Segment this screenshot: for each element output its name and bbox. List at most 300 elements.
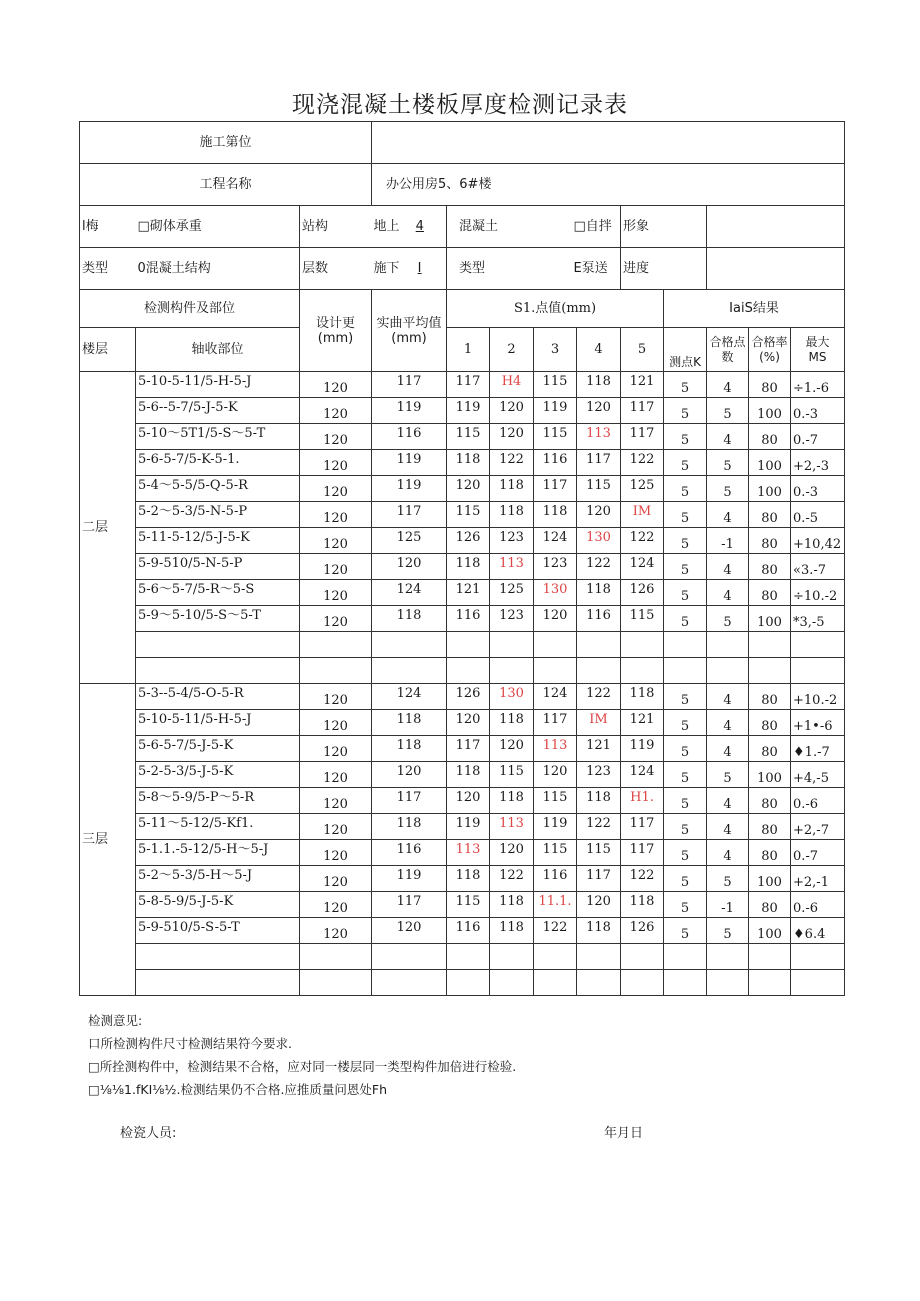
average-value-cell: 118 (372, 736, 447, 762)
measure-count-cell: 5 (664, 814, 707, 840)
design-value-cell: 120 (300, 762, 372, 788)
average-value-cell: 124 (372, 684, 447, 710)
average-value-cell: 116 (372, 840, 447, 866)
component-location-header: 检测构件及部位 (80, 290, 300, 328)
point-1-header: 1 (447, 328, 490, 372)
floor-cell: 三层 (80, 684, 136, 996)
point-value-cell: 123 (577, 762, 621, 788)
table-row (80, 424, 845, 450)
opinion-line-3: □⅛⅛1.fKI⅛½.检测结果仍不合格.应推质量问恩处Fh (88, 1082, 388, 1097)
table-row (80, 528, 845, 554)
point-value-cell: 118 (577, 788, 621, 814)
progress-value-2 (707, 248, 845, 290)
design-value-cell: 120 (300, 736, 372, 762)
design-value-header: 设计更 (mm) (300, 290, 372, 372)
point-value-cell: 118 (577, 918, 621, 944)
average-value-cell: 117 (372, 892, 447, 918)
opinion-line-1: 口所检测构件尺寸检测结果符今要求. (88, 1036, 292, 1051)
design-value-cell: 120 (300, 892, 372, 918)
point-value-cell: 121 (577, 736, 621, 762)
empty-cell (577, 970, 621, 996)
empty-cell (300, 632, 372, 658)
empty-cell (621, 970, 664, 996)
pass-rate-cell: 80 (749, 580, 791, 606)
design-value-cell: 120 (300, 814, 372, 840)
point-value-cell: 122 (621, 450, 664, 476)
pass-count-cell: 5 (707, 476, 749, 502)
point-value-cell: 118 (621, 892, 664, 918)
design-value-cell: 120 (300, 450, 372, 476)
average-value-cell: 125 (372, 528, 447, 554)
point-value-cell: 118 (490, 502, 534, 528)
max-deviation-header: 最大 MS (791, 328, 845, 372)
empty-cell (664, 944, 707, 970)
points-value-header: S1.点值(mm) (447, 290, 664, 328)
pass-rate-cell: 80 (749, 736, 791, 762)
pass-rate-cell: 100 (749, 762, 791, 788)
measure-count-cell: 5 (664, 918, 707, 944)
measure-count-cell: 5 (664, 762, 707, 788)
pass-count-cell: -1 (707, 892, 749, 918)
empty-cell (534, 944, 577, 970)
max-deviation-cell: +4,-5 (791, 762, 845, 788)
point-5-header: 5 (621, 328, 664, 372)
pass-rate-cell: 80 (749, 528, 791, 554)
pass-count-cell: 5 (707, 866, 749, 892)
empty-cell (707, 970, 749, 996)
table-row (80, 684, 845, 710)
table-row (80, 502, 845, 528)
design-value-cell: 120 (300, 710, 372, 736)
point-value-cell: 117 (534, 710, 577, 736)
pass-rate-cell: 80 (749, 372, 791, 398)
point-value-cell: 126 (621, 918, 664, 944)
point-value-cell: IM (577, 710, 621, 736)
pass-rate-cell: 80 (749, 424, 791, 450)
measure-count-cell: 5 (664, 710, 707, 736)
max-deviation-cell: 0.-5 (791, 502, 845, 528)
point-value-cell: 124 (621, 554, 664, 580)
empty-row (80, 658, 845, 684)
project-name-value: 办公用房5、6#楼 (372, 164, 845, 206)
empty-cell (372, 632, 447, 658)
pass-rate-cell: 100 (749, 918, 791, 944)
point-value-cell: 122 (621, 528, 664, 554)
max-deviation-cell: +2,-7 (791, 814, 845, 840)
point-value-cell: 113 (534, 736, 577, 762)
design-value-cell: 120 (300, 502, 372, 528)
floor-cell: 二层 (80, 372, 136, 684)
floors-label-1: 站构 (300, 206, 372, 248)
average-value-header: 实曲平均值 (mm) (372, 290, 447, 372)
point-value-cell: 120 (447, 788, 490, 814)
pass-rate-cell: 80 (749, 892, 791, 918)
point-value-cell: 117 (447, 372, 490, 398)
average-value-cell: 118 (372, 814, 447, 840)
pass-count-cell: 4 (707, 580, 749, 606)
project-name-label: 工程名称 (80, 164, 372, 206)
point-value-cell: 113 (447, 840, 490, 866)
point-value-cell: 119 (447, 814, 490, 840)
max-deviation-cell: ÷1.-6 (791, 372, 845, 398)
empty-cell (577, 944, 621, 970)
point-4-header: 4 (577, 328, 621, 372)
axis-location-cell: 5-9-510/5-N-5-P (136, 554, 300, 580)
max-deviation-cell: 0.-3 (791, 398, 845, 424)
axis-location-cell: 5-6--5-7/5-J-5-K (136, 398, 300, 424)
average-value-cell: 120 (372, 554, 447, 580)
design-value-cell: 120 (300, 476, 372, 502)
empty-cell (621, 632, 664, 658)
point-value-cell: 116 (577, 606, 621, 632)
pass-rate-header: 合格率 (%) (749, 328, 791, 372)
average-value-cell: 119 (372, 476, 447, 502)
pass-points-header: 合格点 数 (707, 328, 749, 372)
point-value-cell: H1. (621, 788, 664, 814)
point-value-cell: 113 (577, 424, 621, 450)
result-header: IaiS结果 (664, 290, 845, 328)
table-row (80, 840, 845, 866)
table-row (80, 398, 845, 424)
axis-location-cell: 5-10～5T1/5-S～5-T (136, 424, 300, 450)
point-value-cell: 115 (621, 606, 664, 632)
empty-cell (300, 658, 372, 684)
max-deviation-cell: ÷10.-2 (791, 580, 845, 606)
point-value-cell: 124 (534, 528, 577, 554)
empty-cell (577, 632, 621, 658)
point-value-cell: 122 (577, 814, 621, 840)
measure-count-cell: 5 (664, 554, 707, 580)
point-value-cell: 115 (490, 762, 534, 788)
design-value-cell: 120 (300, 528, 372, 554)
axis-location-cell: 5-6-5-7/5-J-5-K (136, 736, 300, 762)
opinion-label: 检测意见: (88, 1013, 143, 1028)
measure-count-cell: 5 (664, 528, 707, 554)
measure-count-cell: 5 (664, 736, 707, 762)
measure-count-cell: 5 (664, 398, 707, 424)
point-value-cell: 119 (534, 814, 577, 840)
point-value-cell: 123 (490, 606, 534, 632)
design-value-cell: 120 (300, 788, 372, 814)
option-self-mix: □自拌 (534, 206, 621, 248)
axis-location-cell: 5-1.1.-5-12/5-H～5-J (136, 840, 300, 866)
option-concrete-structure: 0混凝土结构 (136, 248, 300, 290)
measure-count-cell: 5 (664, 866, 707, 892)
point-value-cell: 118 (490, 788, 534, 814)
table-row (80, 866, 845, 892)
point-value-cell: 113 (490, 554, 534, 580)
point-value-cell: 115 (447, 424, 490, 450)
table-row (80, 918, 845, 944)
point-value-cell: 118 (490, 476, 534, 502)
below-ground-floors: 施下 I (372, 248, 447, 290)
empty-cell (664, 970, 707, 996)
empty-cell (749, 658, 791, 684)
point-value-cell: 120 (490, 840, 534, 866)
inspection-table (79, 121, 845, 996)
table-row (80, 710, 845, 736)
point-value-cell: 117 (621, 424, 664, 450)
max-deviation-cell: 0.-3 (791, 476, 845, 502)
point-value-cell: 119 (534, 398, 577, 424)
average-value-cell: 117 (372, 372, 447, 398)
concrete-label: 混凝土 (447, 206, 534, 248)
point-value-cell: IM (621, 502, 664, 528)
average-value-cell: 119 (372, 398, 447, 424)
point-value-cell: 118 (577, 372, 621, 398)
point-value-cell: 130 (534, 580, 577, 606)
average-value-cell: 120 (372, 918, 447, 944)
empty-row (80, 944, 845, 970)
point-value-cell: 117 (621, 398, 664, 424)
pass-rate-cell: 80 (749, 554, 791, 580)
point-value-cell: 120 (577, 398, 621, 424)
pass-rate-cell: 80 (749, 788, 791, 814)
average-value-cell: 118 (372, 710, 447, 736)
point-value-cell: 117 (577, 450, 621, 476)
point-value-cell: 123 (534, 554, 577, 580)
axis-location-cell: 5-10-5-11/5-H-5-J (136, 372, 300, 398)
table-row (80, 736, 845, 762)
empty-cell (372, 944, 447, 970)
max-deviation-cell: +2,-3 (791, 450, 845, 476)
axis-location-cell: 5-10-5-11/5-H-5-J (136, 710, 300, 736)
point-value-cell: 122 (577, 684, 621, 710)
structure-type-label-2: 类型 (80, 248, 136, 290)
table-row (80, 788, 845, 814)
empty-row (80, 970, 845, 996)
design-value-cell: 120 (300, 424, 372, 450)
point-value-cell: 120 (447, 476, 490, 502)
design-value-cell: 120 (300, 372, 372, 398)
design-value-cell: 120 (300, 554, 372, 580)
point-value-cell: 117 (447, 736, 490, 762)
point-value-cell: 118 (577, 580, 621, 606)
page-title: 现浇混凝土楼板厚度检测记录表 (292, 92, 628, 118)
max-deviation-cell: 0.-6 (791, 788, 845, 814)
pass-rate-cell: 100 (749, 866, 791, 892)
measure-count-cell: 5 (664, 892, 707, 918)
max-deviation-cell: +1•-6 (791, 710, 845, 736)
design-value-cell: 120 (300, 606, 372, 632)
point-value-cell: 130 (577, 528, 621, 554)
point-value-cell: H4 (490, 372, 534, 398)
point-value-cell: 117 (534, 476, 577, 502)
design-value-cell: 120 (300, 580, 372, 606)
axis-location-header: 轴收部位 (136, 328, 300, 372)
design-value-cell: 120 (300, 866, 372, 892)
empty-row (80, 632, 845, 658)
empty-cell (707, 632, 749, 658)
design-value-cell: 120 (300, 398, 372, 424)
measure-count-cell: 5 (664, 476, 707, 502)
point-value-cell: 115 (577, 476, 621, 502)
pass-count-cell: 5 (707, 398, 749, 424)
pass-rate-cell: 80 (749, 502, 791, 528)
empty-cell (707, 944, 749, 970)
point-value-cell: 117 (621, 814, 664, 840)
axis-location-cell: 5-4～5-5/5-Q-5-R (136, 476, 300, 502)
point-value-cell: 118 (447, 554, 490, 580)
measure-count-cell: 5 (664, 372, 707, 398)
empty-cell (136, 944, 300, 970)
date-label: 年月日 (604, 1126, 644, 1141)
point-value-cell: 118 (490, 892, 534, 918)
empty-cell (447, 658, 490, 684)
empty-cell (664, 658, 707, 684)
empty-cell (136, 658, 300, 684)
empty-cell (300, 970, 372, 996)
point-value-cell: 115 (534, 424, 577, 450)
point-value-cell: 124 (534, 684, 577, 710)
pass-rate-cell: 80 (749, 684, 791, 710)
empty-cell (490, 944, 534, 970)
point-value-cell: 118 (447, 866, 490, 892)
pass-rate-cell: 100 (749, 606, 791, 632)
point-value-cell: 122 (621, 866, 664, 892)
max-deviation-cell: *3,-5 (791, 606, 845, 632)
empty-cell (490, 970, 534, 996)
point-2-header: 2 (490, 328, 534, 372)
construction-part-value (372, 122, 845, 164)
axis-location-cell: 5-11～5-12/5-Kf1. (136, 814, 300, 840)
point-value-cell: 119 (621, 736, 664, 762)
axis-location-cell: 5-6-5-7/5-K-5-1. (136, 450, 300, 476)
point-value-cell: 115 (447, 502, 490, 528)
inspector-label: 检瓷人员: (120, 1126, 177, 1141)
axis-location-cell: 5-8-5-9/5-J-5-K (136, 892, 300, 918)
empty-cell (447, 970, 490, 996)
empty-cell (300, 944, 372, 970)
point-value-cell: 116 (534, 866, 577, 892)
point-value-cell: 120 (534, 606, 577, 632)
axis-location-cell: 5-2～5-3/5-N-5-P (136, 502, 300, 528)
point-value-cell: 116 (447, 606, 490, 632)
point-value-cell: 122 (490, 866, 534, 892)
measure-points-header: 测点K (664, 328, 707, 372)
point-value-cell: 126 (447, 684, 490, 710)
empty-cell (490, 658, 534, 684)
pass-count-cell: 4 (707, 372, 749, 398)
empty-cell (534, 658, 577, 684)
point-value-cell: 120 (490, 736, 534, 762)
axis-location-cell: 5-8～5-9/5-P～5-R (136, 788, 300, 814)
table-row (80, 372, 845, 398)
max-deviation-cell: «3.-7 (791, 554, 845, 580)
point-value-cell: 118 (447, 450, 490, 476)
average-value-cell: 120 (372, 762, 447, 788)
average-value-cell: 124 (372, 580, 447, 606)
empty-cell (791, 658, 845, 684)
measure-count-cell: 5 (664, 840, 707, 866)
average-value-cell: 117 (372, 502, 447, 528)
table-row (80, 450, 845, 476)
max-deviation-cell: 0.-6 (791, 892, 845, 918)
point-value-cell: 118 (534, 502, 577, 528)
empty-cell (490, 632, 534, 658)
empty-cell (749, 944, 791, 970)
point-value-cell: 126 (621, 580, 664, 606)
measure-count-cell: 5 (664, 502, 707, 528)
point-value-cell: 121 (447, 580, 490, 606)
point-value-cell: 120 (447, 710, 490, 736)
empty-cell (707, 658, 749, 684)
empty-cell (447, 632, 490, 658)
empty-cell (577, 658, 621, 684)
empty-cell (749, 632, 791, 658)
point-value-cell: 124 (621, 762, 664, 788)
pass-rate-cell: 100 (749, 398, 791, 424)
empty-cell (136, 970, 300, 996)
floors-label-2: 层数 (300, 248, 372, 290)
point-value-cell: 122 (577, 554, 621, 580)
point-value-cell: 11.1. (534, 892, 577, 918)
axis-location-cell: 5-6～5-7/5-R～5-S (136, 580, 300, 606)
pass-count-cell: 4 (707, 840, 749, 866)
point-value-cell: 121 (621, 710, 664, 736)
progress-label-2: 进度 (621, 248, 707, 290)
measure-count-cell: 5 (664, 684, 707, 710)
point-value-cell: 125 (621, 476, 664, 502)
measure-count-cell: 5 (664, 788, 707, 814)
empty-cell (791, 632, 845, 658)
point-value-cell: 115 (577, 840, 621, 866)
table-row (80, 554, 845, 580)
point-value-cell: 126 (447, 528, 490, 554)
table-row (80, 606, 845, 632)
point-value-cell: 120 (490, 424, 534, 450)
point-value-cell: 120 (577, 502, 621, 528)
point-value-cell: 116 (447, 918, 490, 944)
option-masonry: □砌体承重 (136, 206, 300, 248)
pass-rate-cell: 100 (749, 476, 791, 502)
empty-cell (534, 632, 577, 658)
concrete-type-label: 类型 (447, 248, 534, 290)
max-deviation-cell: +2,-1 (791, 866, 845, 892)
axis-location-cell: 5-2～5-3/5-H～5-J (136, 866, 300, 892)
empty-cell (791, 970, 845, 996)
point-value-cell: 122 (490, 450, 534, 476)
empty-cell (621, 944, 664, 970)
measure-count-cell: 5 (664, 450, 707, 476)
empty-cell (664, 632, 707, 658)
floor-header: 楼层 (80, 328, 136, 372)
point-value-cell: 115 (534, 372, 577, 398)
table-row (80, 762, 845, 788)
point-value-cell: 113 (490, 814, 534, 840)
max-deviation-cell: 0.-7 (791, 424, 845, 450)
average-value-cell: 119 (372, 866, 447, 892)
pass-rate-cell: 80 (749, 814, 791, 840)
empty-cell (372, 970, 447, 996)
opinion-line-2: □所拴测构件中，检测结果不合格，应对同一楼层同一类型构件加倍进行检验. (88, 1059, 517, 1074)
average-value-cell: 117 (372, 788, 447, 814)
pass-rate-cell: 80 (749, 840, 791, 866)
max-deviation-cell: +10.-2 (791, 684, 845, 710)
point-value-cell: 130 (490, 684, 534, 710)
point-value-cell: 118 (490, 710, 534, 736)
point-value-cell: 116 (534, 450, 577, 476)
pass-count-cell: -1 (707, 528, 749, 554)
measure-count-cell: 5 (664, 424, 707, 450)
measure-count-cell: 5 (664, 606, 707, 632)
pass-count-cell: 4 (707, 424, 749, 450)
point-value-cell: 119 (447, 398, 490, 424)
design-value-cell: 120 (300, 918, 372, 944)
pass-rate-cell: 100 (749, 450, 791, 476)
measure-count-cell: 5 (664, 580, 707, 606)
empty-cell (136, 632, 300, 658)
